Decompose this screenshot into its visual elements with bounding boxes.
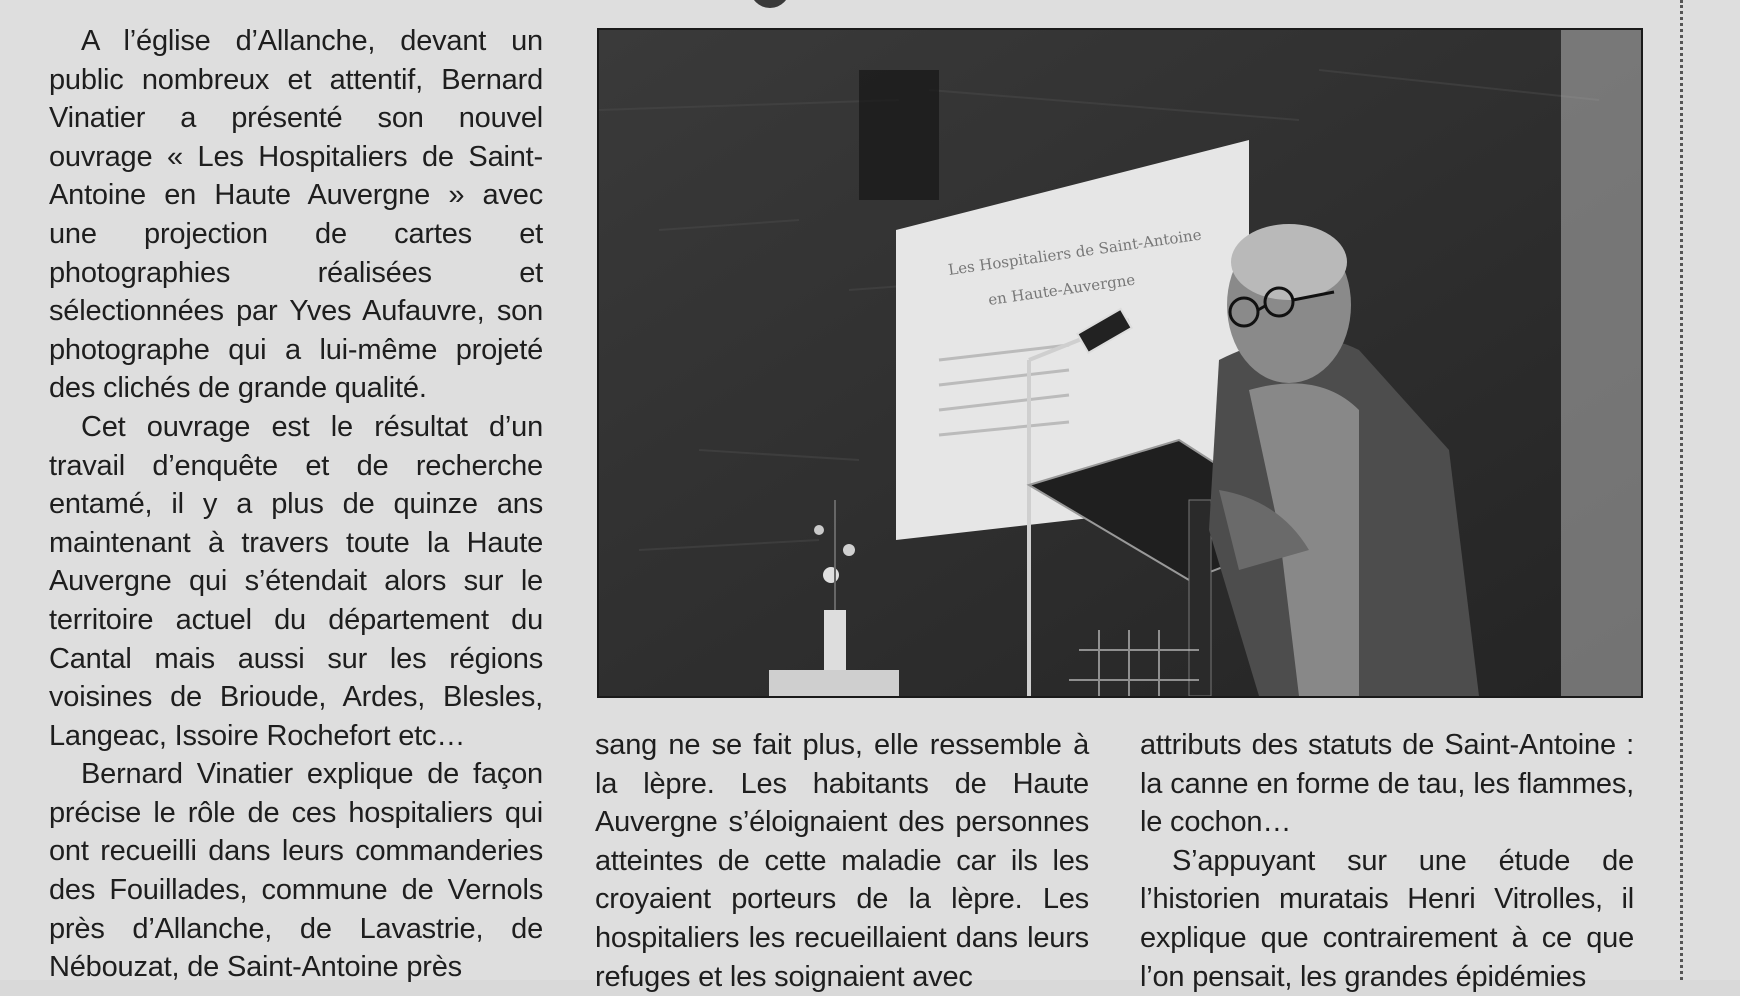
article-photo: [597, 28, 1643, 698]
article-column-left: [49, 22, 543, 987]
article-column-middle: [595, 726, 1089, 996]
column-divider: [1680, 0, 1683, 980]
paragraph: Cet ouvrage est le résultat d’un travail d’enquête et de recherche entamé, il y a plus de quinze ans maintenant à travers toute la Haute Auvergne qui s’étendait alors sur le territoire actuel du département du Cantal mais aussi sur les régions voisines de Brioude, Ardes, Blesles, Langeac, Issoire Rochefort etc…: [49, 410, 543, 752]
screen-title-line1: Les Hospitaliers de Saint-Antoine: [947, 225, 1203, 279]
screen-title-line2: en Haute-Auvergne: [987, 270, 1137, 309]
paragraph: attributs des statuts de Saint-Antoine : la canne en forme de tau, les flammes, le cochon…: [1140, 729, 1634, 839]
church-window: [859, 70, 939, 200]
paragraph: A l’église d’Allanche, devant un public nombreux et attentif, Bernard Vinatier a présenté son nouvel ouvrage « Les Hospitaliers de Saint-Antoine en Haute Auvergne » avec une projection de cartes et photographies réalisées et sélectionnées par Yves Aufauvre, son photographe qui a lui-même projeté des clichés de grande qualité.: [49, 25, 543, 405]
photo-illustration: [599, 30, 1641, 696]
paragraph: sang ne se fait plus, elle ressemble à la lèpre. Les habitants de Haute Auvergne s’éloignaient des personnes atteintes de cette maladie car ils les croyaient porteurs de la lèpre. Les hospitaliers les recueillaient dans leurs refuges et les soignaient avec: [595, 729, 1089, 993]
paragraph: Bernard Vinatier explique de façon précise le rôle de ces hospitaliers qui ont recueilli dans leurs commanderies des Fouillades, commune de Vernols près d’Allanche, de Lavastrie, de Nébouzat, de Saint-Antoine près: [49, 758, 543, 984]
article-column-right: [1140, 726, 1634, 996]
paragraph: S’appuyant sur une étude de l’historien muratais Henri Vitrolles, il explique que contrairement à ce que l’on pensait, les grandes épidémies: [1140, 844, 1634, 993]
decorative-mark: [750, 0, 790, 8]
pillar: [1561, 30, 1641, 696]
